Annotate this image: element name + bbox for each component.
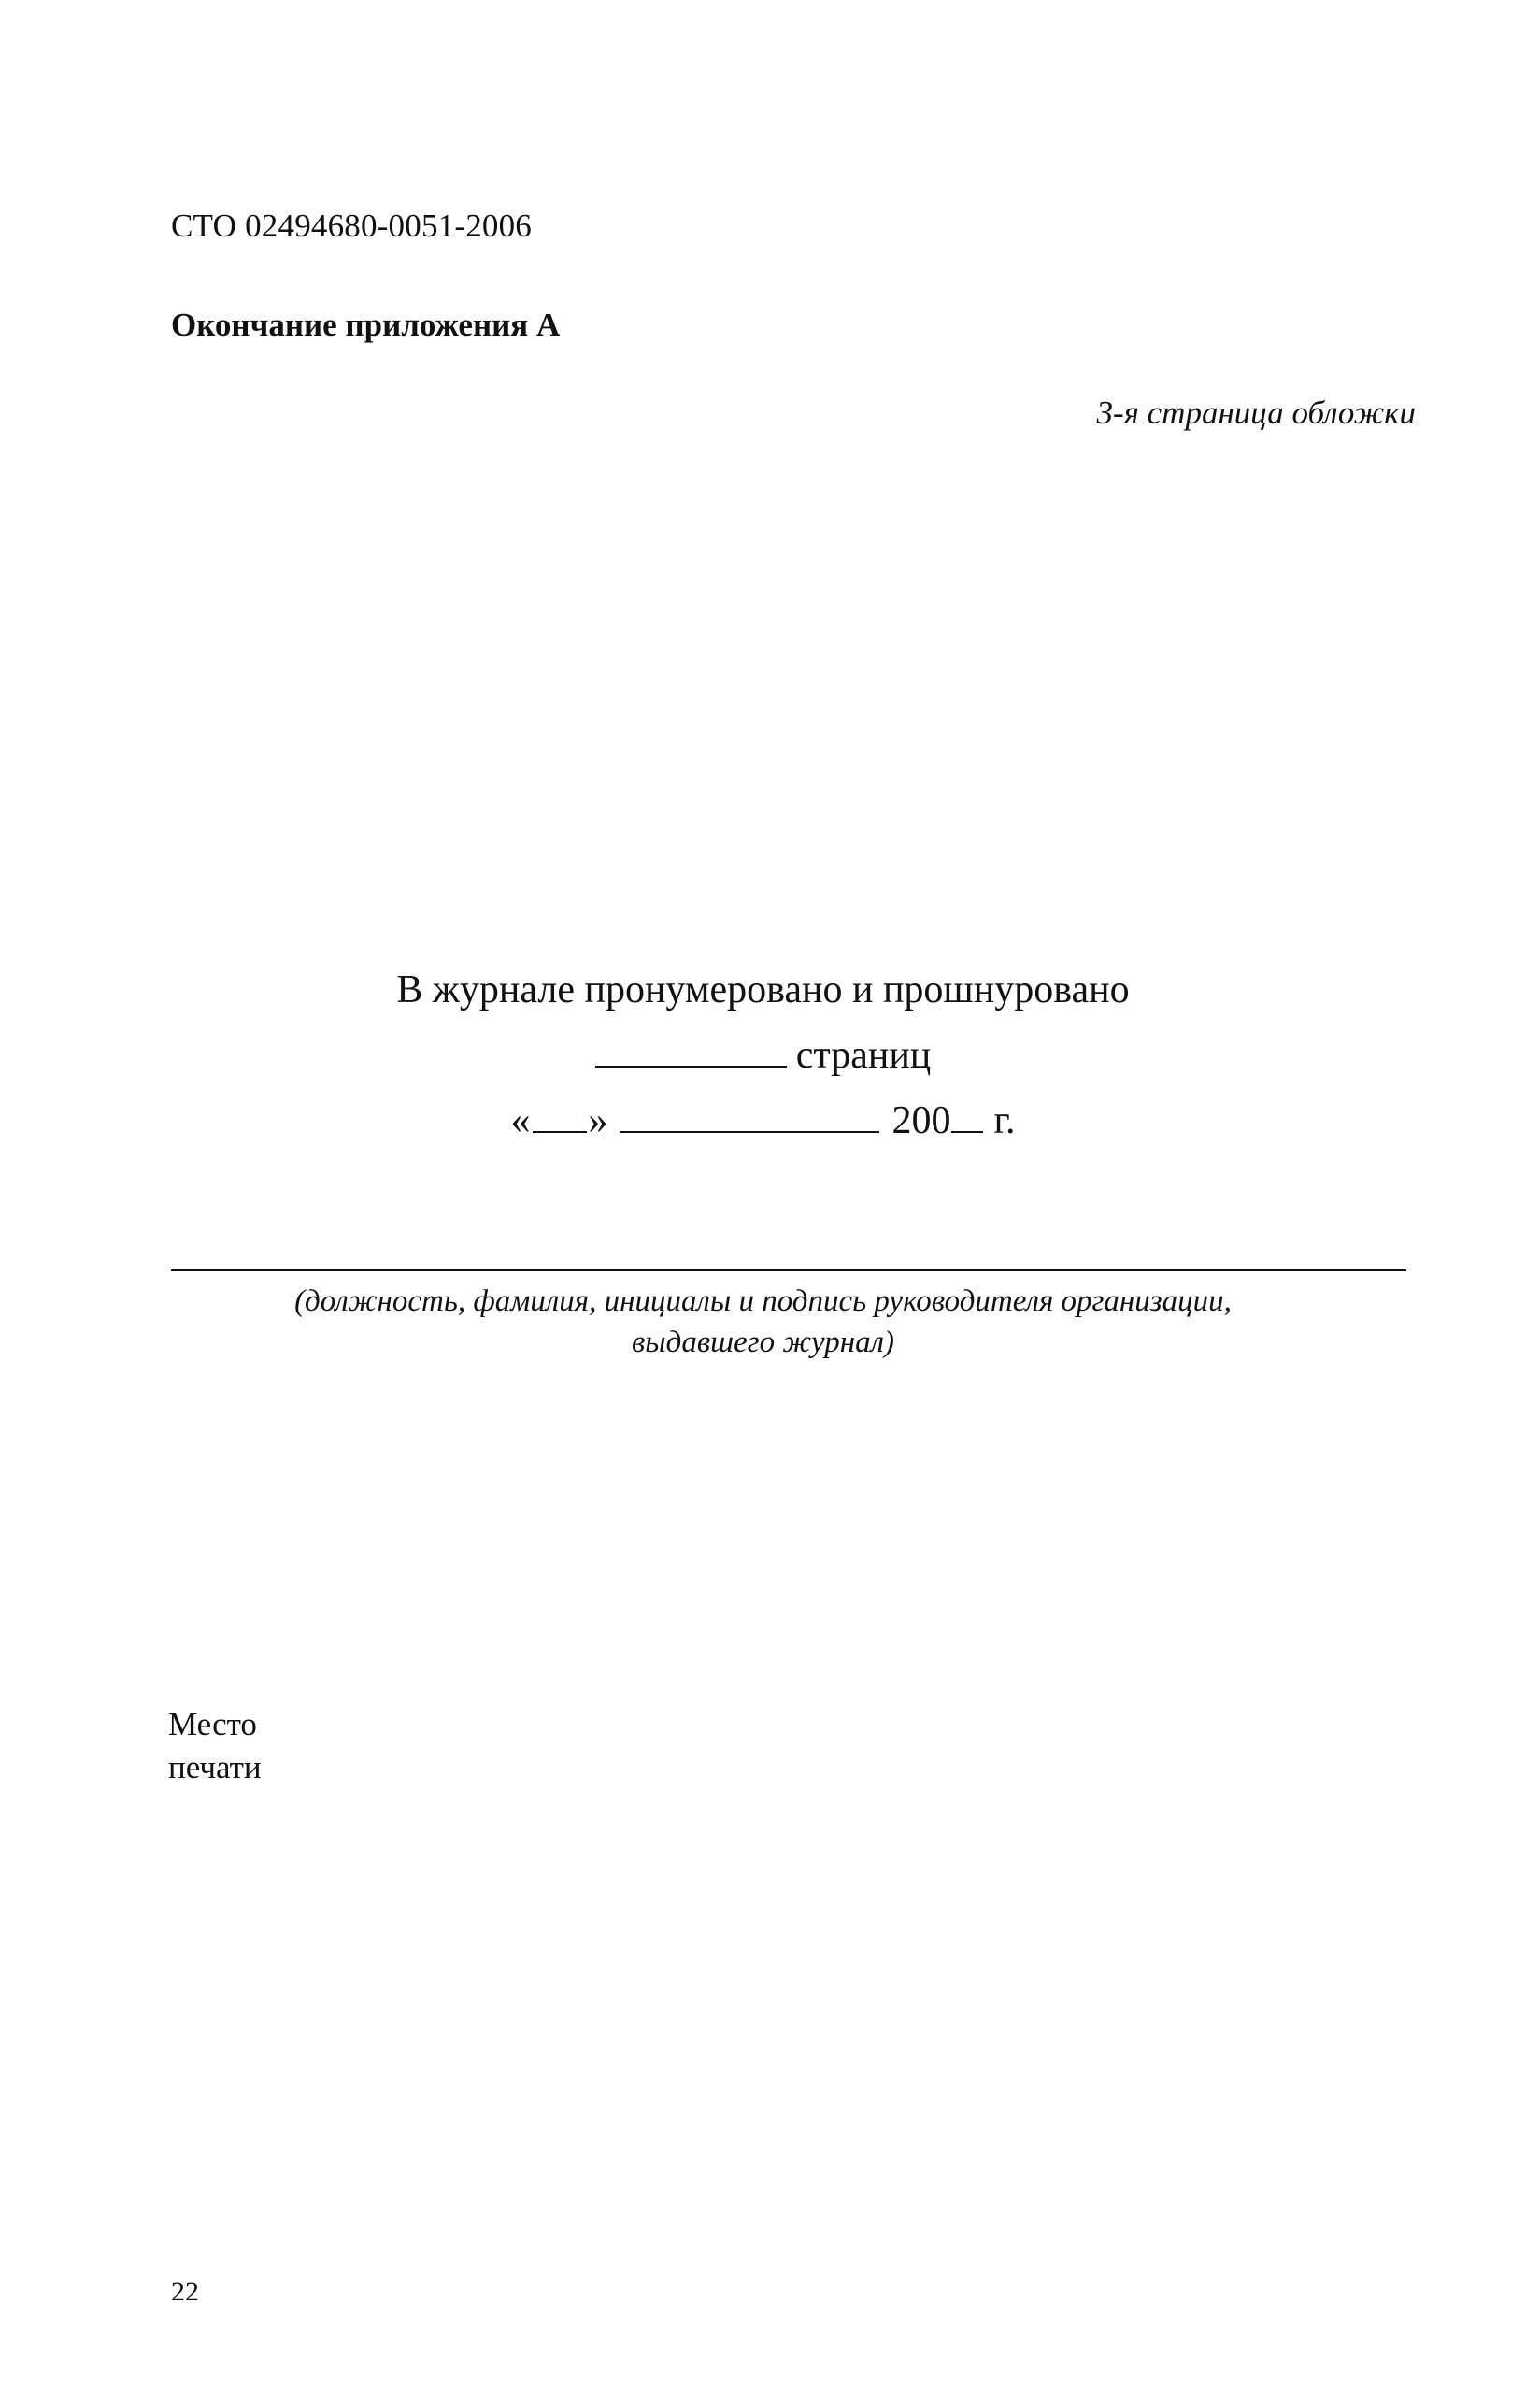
pages-word: страниц bbox=[795, 1034, 932, 1077]
date-line bbox=[0, 1098, 1526, 1143]
year-prefix: 200 bbox=[891, 1099, 951, 1142]
seal-place-label bbox=[168, 1703, 262, 1789]
seal-place-line2: печати bbox=[168, 1749, 262, 1785]
signature-line bbox=[171, 1269, 1406, 1271]
day-blank bbox=[533, 1099, 587, 1133]
page-number: 22 bbox=[171, 2276, 199, 2307]
seal-place-line1: Место bbox=[168, 1706, 257, 1742]
year-blank bbox=[951, 1099, 983, 1133]
pages-count-blank bbox=[595, 1034, 787, 1068]
signature-caption-line1: (должность, фамилия, инициалы и подпись руководителя организации, bbox=[294, 1284, 1232, 1318]
quote-open: « bbox=[510, 1099, 531, 1142]
certification-statement: В журнале пронумеровано и прошнуровано bbox=[396, 968, 1130, 1011]
quote-close: » bbox=[588, 1099, 608, 1142]
document-code: СТО 02494680-0051-2006 bbox=[171, 208, 532, 244]
pages-count-line bbox=[0, 1033, 1526, 1078]
appendix-title: Окончание приложения А bbox=[171, 307, 561, 343]
signature-caption-line2: выдавшего журнал) bbox=[631, 1326, 895, 1359]
cover-page-note: 3-я страница обложки bbox=[1096, 394, 1416, 431]
month-blank bbox=[620, 1099, 879, 1133]
signature-caption bbox=[0, 1281, 1526, 1363]
year-suffix: г. bbox=[993, 1099, 1016, 1142]
